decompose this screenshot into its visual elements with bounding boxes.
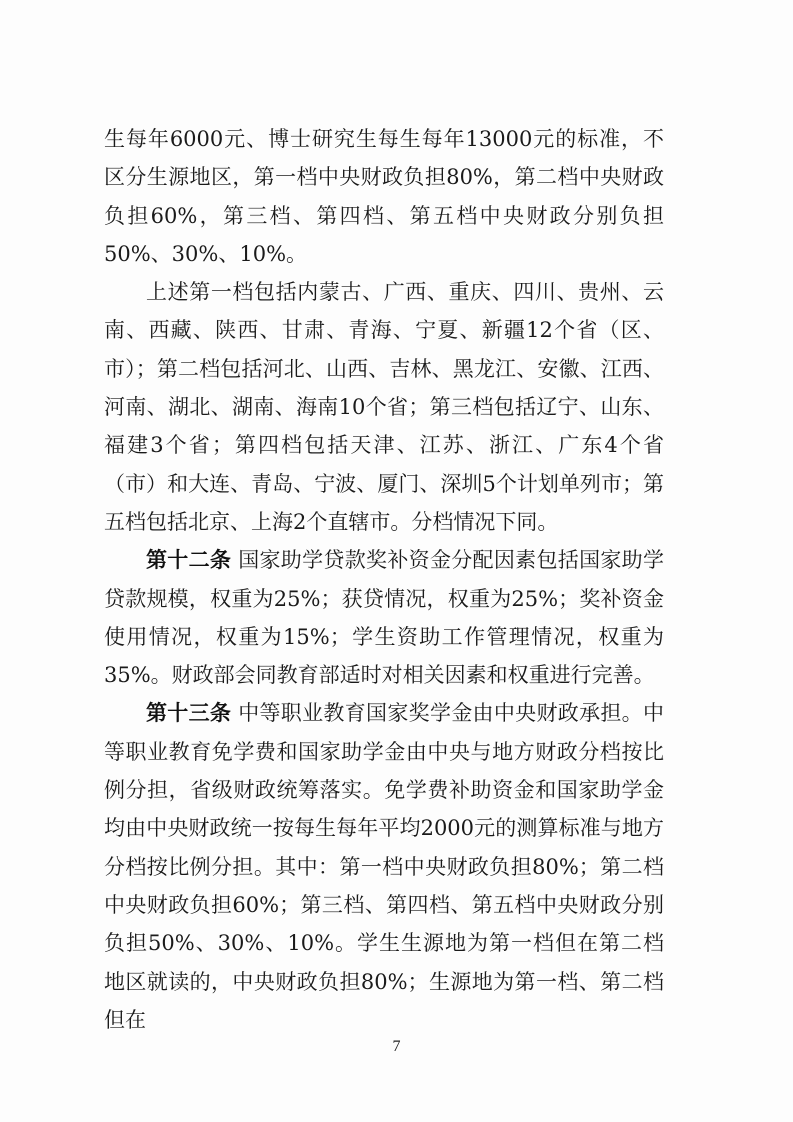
paragraph-continuation xyxy=(104,120,664,273)
article-heading: 第十三条 xyxy=(146,701,232,726)
paragraph-text: 上述第一档包括内蒙古、广西、重庆、四川、贵州、云南、西藏、陕西、甘肃、青海、宁夏、新疆12个省（区、市）；第二档包括河北、山西、吉林、黑龙江、安徽、江西、河南、湖北、湖南、海南10个省；第三档包括辽宁、山东、福建3个省；第四档包括天津、江苏、浙江、广东4个省（市）和大连、青岛、宁波、厦门、深圳5个计划单列市；第五档包括北京、上海2个直辖市。分档情况下同。 xyxy=(104,280,664,534)
article-thirteen xyxy=(104,694,664,1039)
article-text: 中等职业教育国家奖学金由中央财政承担。中等职业教育免学费和国家助学金由中央与地方财政分档按比例分担，省级财政统筹落实。免学费补助资金和国家助学金均由中央财政统一按每生每年平均2000元的测算标准与地方分档按比例分担。其中：第一档中央财政负担80%；第二档中央财政负担60%；第三档、第四档、第五档中央财政分别负担50%、30%、10%。学生生源地为第一档但在第二档地区就读的，中央财政负担80%；生源地为第一档、第二档但在 xyxy=(104,701,664,1032)
page-number: 7 xyxy=(392,1038,401,1055)
document-body xyxy=(104,120,664,1039)
paragraph-provinces-tiers xyxy=(104,273,664,541)
article-twelve xyxy=(104,541,664,694)
paragraph-text: 生每年6000元、博士研究生每生每年13000元的标准，不区分生源地区，第一档中央财政负担80%，第二档中央财政负担60%，第三档、第四档、第五档中央财政分别负担50%、30%、10%。 xyxy=(104,127,664,266)
article-heading: 第十二条 xyxy=(146,548,232,573)
article-text: 国家助学贷款奖补资金分配因素包括国家助学贷款规模，权重为25%；获贷情况，权重为25%；奖补资金使用情况，权重为15%；学生资助工作管理情况，权重为35%。财政部会同教育部适时对相关因素和权重进行完善。 xyxy=(104,548,664,688)
